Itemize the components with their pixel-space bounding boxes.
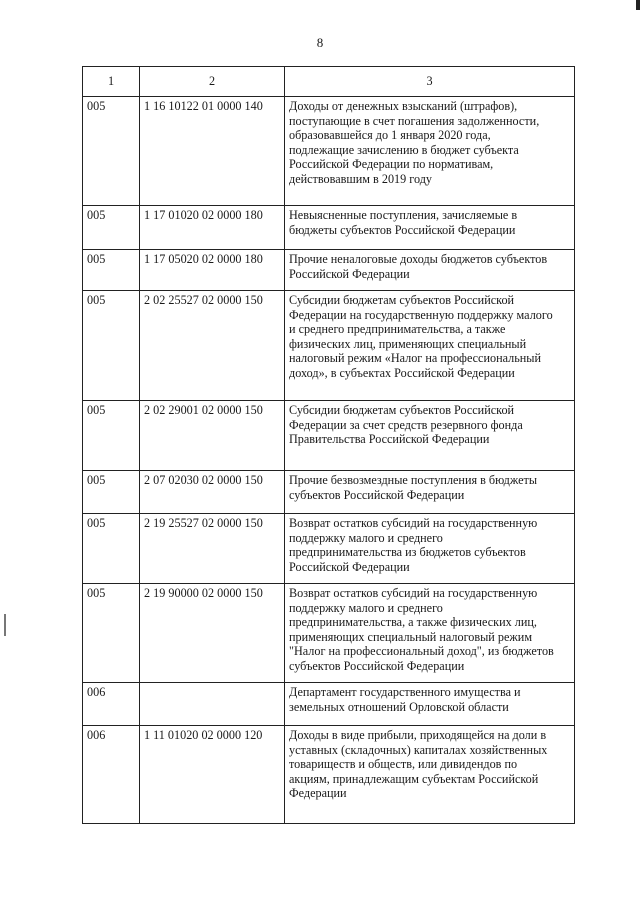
admin-code-cell: 005 [83, 471, 140, 514]
description-cell: Возврат остатков субсидий на государственную поддержку малого и среднего предпринимательства, а также физических лиц, применяющих специальный налоговый режим "Налог на профессиональный доход", из бюджетов субъектов Российской Федерации [285, 584, 575, 683]
table-row [83, 206, 575, 250]
admin-code-cell: 005 [83, 401, 140, 471]
admin-code-cell: 005 [83, 291, 140, 401]
budget-code-cell: 2 02 25527 02 0000 150 [140, 291, 285, 401]
admin-code-cell: 006 [83, 683, 140, 726]
description-cell: Субсидии бюджетам субъектов Российской Федерации на государственную поддержку малого и среднего предпринимательства, а также физических лиц, применяющих специальный налоговый режим «Налог на профессиональный доход», в субъектах Российской Федерации [285, 291, 575, 401]
table-row [83, 471, 575, 514]
table-row [83, 726, 575, 824]
table-header-row [83, 67, 575, 97]
description-cell: Возврат остатков субсидий на государственную поддержку малого и среднего предпринимательства из бюджетов субъектов Российской Федерации [285, 514, 575, 584]
corner-mark [636, 0, 640, 10]
description-cell: Субсидии бюджетам субъектов Российской Федерации за счет средств резервного фонда Правительства Российской Федерации [285, 401, 575, 471]
budget-code-cell: 2 19 25527 02 0000 150 [140, 514, 285, 584]
budget-code-cell: 2 19 90000 02 0000 150 [140, 584, 285, 683]
description-cell: Доходы от денежных взысканий (штрафов), поступающие в счет погашения задолженности, образовавшейся до 1 января 2020 года, подлежащие зачислению в бюджет субъекта Российской Федерации по нормативам, действовавшим в 2019 году [285, 97, 575, 206]
description-cell: Прочие неналоговые доходы бюджетов субъектов Российской Федерации [285, 250, 575, 291]
budget-code-cell: 1 16 10122 01 0000 140 [140, 97, 285, 206]
table-row [83, 250, 575, 291]
page-number: 8 [316, 35, 324, 50]
budget-code-cell: 2 02 29001 02 0000 150 [140, 401, 285, 471]
admin-code-cell: 005 [83, 97, 140, 206]
table-row [83, 514, 575, 584]
admin-code-cell: 005 [83, 250, 140, 291]
admin-code-cell: 005 [83, 584, 140, 683]
revenue-codes-table [82, 66, 575, 824]
admin-code-cell: 005 [83, 514, 140, 584]
budget-code-cell: 1 17 05020 02 0000 180 [140, 250, 285, 291]
description-cell: Департамент государственного имущества и земельных отношений Орловской области [285, 683, 575, 726]
table-row [83, 291, 575, 401]
description-cell: Доходы в виде прибыли, приходящейся на доли в уставных (складочных) капиталах хозяйственных товариществ и обществ, или дивидендов по акциям, принадлежащим субъектам Российской Федерации [285, 726, 575, 824]
column-header-3: 3 [285, 67, 575, 97]
column-header-1: 1 [83, 67, 140, 97]
budget-code-cell: 2 07 02030 02 0000 150 [140, 471, 285, 514]
budget-code-cell: 1 17 01020 02 0000 180 [140, 206, 285, 250]
table-row [83, 584, 575, 683]
admin-code-cell: 005 [83, 206, 140, 250]
description-cell: Прочие безвозмездные поступления в бюджеты субъектов Российской Федерации [285, 471, 575, 514]
table-row [83, 97, 575, 206]
admin-code-cell: 006 [83, 726, 140, 824]
table-row [83, 401, 575, 471]
margin-mark [4, 614, 6, 636]
budget-code-cell [140, 683, 285, 726]
column-header-2: 2 [140, 67, 285, 97]
table-row [83, 683, 575, 726]
budget-code-cell: 1 11 01020 02 0000 120 [140, 726, 285, 824]
description-cell: Невыясненные поступления, зачисляемые в бюджеты субъектов Российской Федерации [285, 206, 575, 250]
